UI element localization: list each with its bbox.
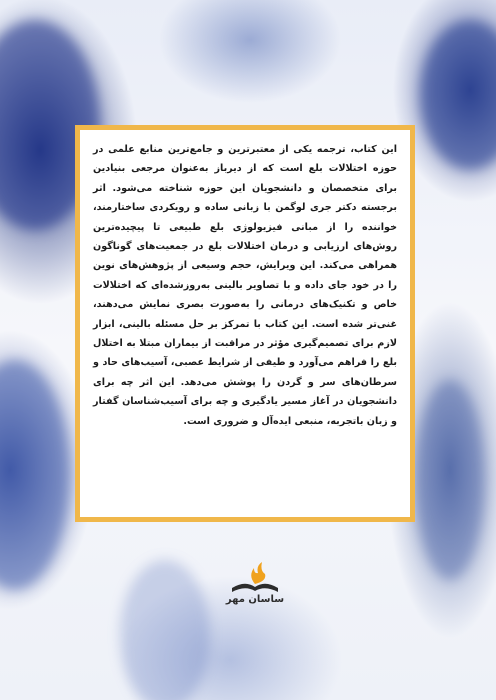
book-icon xyxy=(232,584,278,592)
ink-smoke-left xyxy=(0,360,70,590)
ink-smoke-right xyxy=(415,380,485,580)
blurb-frame xyxy=(75,125,415,522)
book-blurb: این کتاب، ترجمه یکی از معتبرترین و جامع‌ترین منابع علمی در حوزه اختلالات بلع است که از دیرباز به‌عنوان مرجعی بنیادین برای متخصصان و دانشجویان این حوزه شناخته می‌شود. اثر برجسته دکتر جری لوگمن با زبانی ساده و رویکردی ساختارمند، خواننده را از مبانی فیزیولوژی بلع طبیعی تا پیچیده‌ترین روش‌های ارزیابی و درمان اختلالات بلع در جمعیت‌های گوناگون همراهی می‌کند. این ویرایش، حجم وسیعی از پژوهش‌های نوین را در خود جای داده و با تصاویر بالینی به‌روزشده‌ای که اختلالات خاص و تکنیک‌های درمانی را به‌صورت بصری نمایش می‌دهند، غنی‌تر شده است. این کتاب با تمرکز بر حل مسئله بالینی، ابزار لازم برای تصمیم‌گیری مؤثر در مراقبت از بیماران مبتلا به اختلال بلع را فراهم می‌آورد و طیفی از شرایط عصبی، آسیب‌های حاد و سرطان‌های سر و گردن را پوشش می‌دهد. این اثر چه برای دانشجویان در آغاز مسیر یادگیری و چه برای آسیب‌شناسان گفتار و زبان باتجربه، منبعی ایده‌آل و ضروری است. xyxy=(93,144,397,427)
ink-smoke-bottom xyxy=(120,560,210,700)
publisher-logo xyxy=(212,560,298,606)
ink-smoke-top-right xyxy=(420,20,496,170)
flame-icon xyxy=(251,562,265,584)
publisher-logo-text: ساسان مهر xyxy=(225,594,285,605)
